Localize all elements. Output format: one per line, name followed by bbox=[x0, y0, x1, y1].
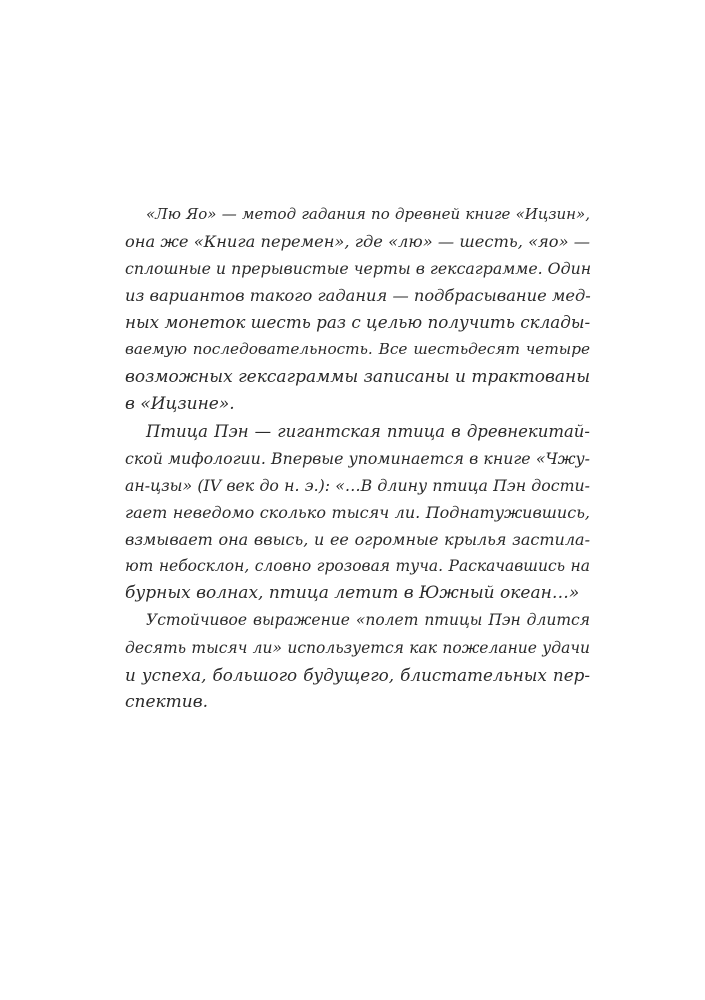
text-line: ют небосклон, словно грозовая туча. Раскачавшись на bbox=[125, 557, 590, 576]
paragraph-idiom bbox=[125, 607, 590, 715]
text-line: взмывает она ввысь, и ее огромные крылья застила- bbox=[125, 530, 590, 550]
notes-text bbox=[125, 201, 590, 716]
text-line: ных монеток шесть раз с целью получить склады- bbox=[125, 312, 591, 333]
text-line: ской мифологии. Впервые упоминается в книге «Чжу- bbox=[125, 448, 590, 468]
text-line: в «Ицзине». bbox=[125, 393, 235, 414]
text-line: «Лю Яо» — метод гадания по древней книге «Ицзин», bbox=[146, 205, 590, 223]
text-line: и успеха, большого будущего, блистательных пер- bbox=[125, 664, 590, 685]
text-line: десять тысяч ли» используется как пожелание удачи bbox=[125, 638, 590, 657]
text-line: возможных гексаграммы записаны и трактованы bbox=[125, 366, 591, 387]
text-line: она же «Книга перемен», где «лю» — шесть, «яо» — bbox=[125, 232, 590, 252]
text-line: из вариантов такого гадания — подбрасывание мед- bbox=[125, 286, 591, 306]
text-line: гает неведомо сколько тысяч ли. Поднатужившись, bbox=[125, 503, 590, 523]
text-line: Устойчивое выражение «полет птицы Пэн длится bbox=[146, 611, 590, 630]
paragraph-bird-peng bbox=[125, 418, 590, 608]
text-line: сплошные и прерывистые черты в гексаграмме. Один bbox=[125, 259, 592, 279]
text-line: ваемую последовательность. Все шестьдесят четыре bbox=[125, 340, 590, 359]
text-line: бурных волнах, птица летит в Южный океан…» bbox=[125, 583, 580, 604]
text-line: ан-цзы» (IV век до н. э.): «…В длину птица Пэн дости- bbox=[125, 475, 590, 495]
text-line: Птица Пэн — гигантская птица в древнекитай- bbox=[146, 421, 590, 441]
paragraph-liu-yao bbox=[125, 201, 590, 418]
text-line: спектив. bbox=[125, 691, 209, 712]
